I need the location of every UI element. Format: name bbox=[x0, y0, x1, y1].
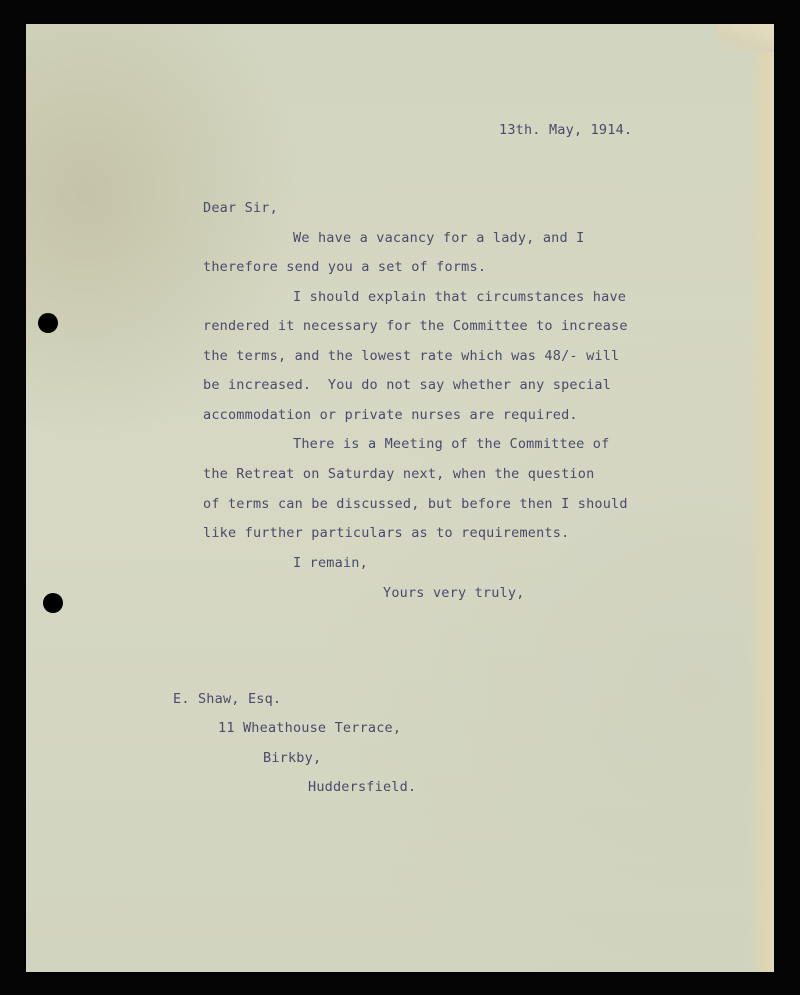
address-name: E. Shaw, Esq. bbox=[173, 691, 282, 707]
body-line: rendered it necessary for the Committee to increase bbox=[203, 318, 628, 334]
body-line: the terms, and the lowest rate which was 48/- will bbox=[203, 348, 620, 364]
punch-hole-top bbox=[38, 313, 58, 333]
body-line: accommodation or private nurses are required. bbox=[203, 407, 578, 423]
body-line: of terms can be discussed, but before then I should bbox=[203, 496, 628, 512]
salutation: Dear Sir, bbox=[203, 200, 278, 216]
address-street: 11 Wheathouse Terrace, bbox=[218, 720, 402, 736]
body-line: There is a Meeting of the Committee of bbox=[293, 436, 610, 452]
body-line: I should explain that circumstances have bbox=[293, 289, 627, 305]
paper-edge bbox=[748, 24, 774, 972]
body-line: like further particulars as to requirements. bbox=[203, 525, 570, 541]
address-town: Huddersfield. bbox=[308, 779, 417, 795]
punch-hole-bottom bbox=[43, 593, 63, 613]
corner-fold bbox=[718, 24, 774, 52]
body-line: the Retreat on Saturday next, when the question bbox=[203, 466, 595, 482]
address-district: Birkby, bbox=[263, 750, 322, 766]
letter-date: 13th. May, 1914. bbox=[499, 122, 633, 138]
body-line: therefore send you a set of forms. bbox=[203, 259, 487, 275]
closing-signoff: Yours very truly, bbox=[383, 585, 525, 601]
closing-remain: I remain, bbox=[293, 555, 368, 571]
body-line: be increased. You do not say whether any special bbox=[203, 377, 612, 393]
body-line: We have a vacancy for a lady, and I bbox=[293, 230, 585, 246]
